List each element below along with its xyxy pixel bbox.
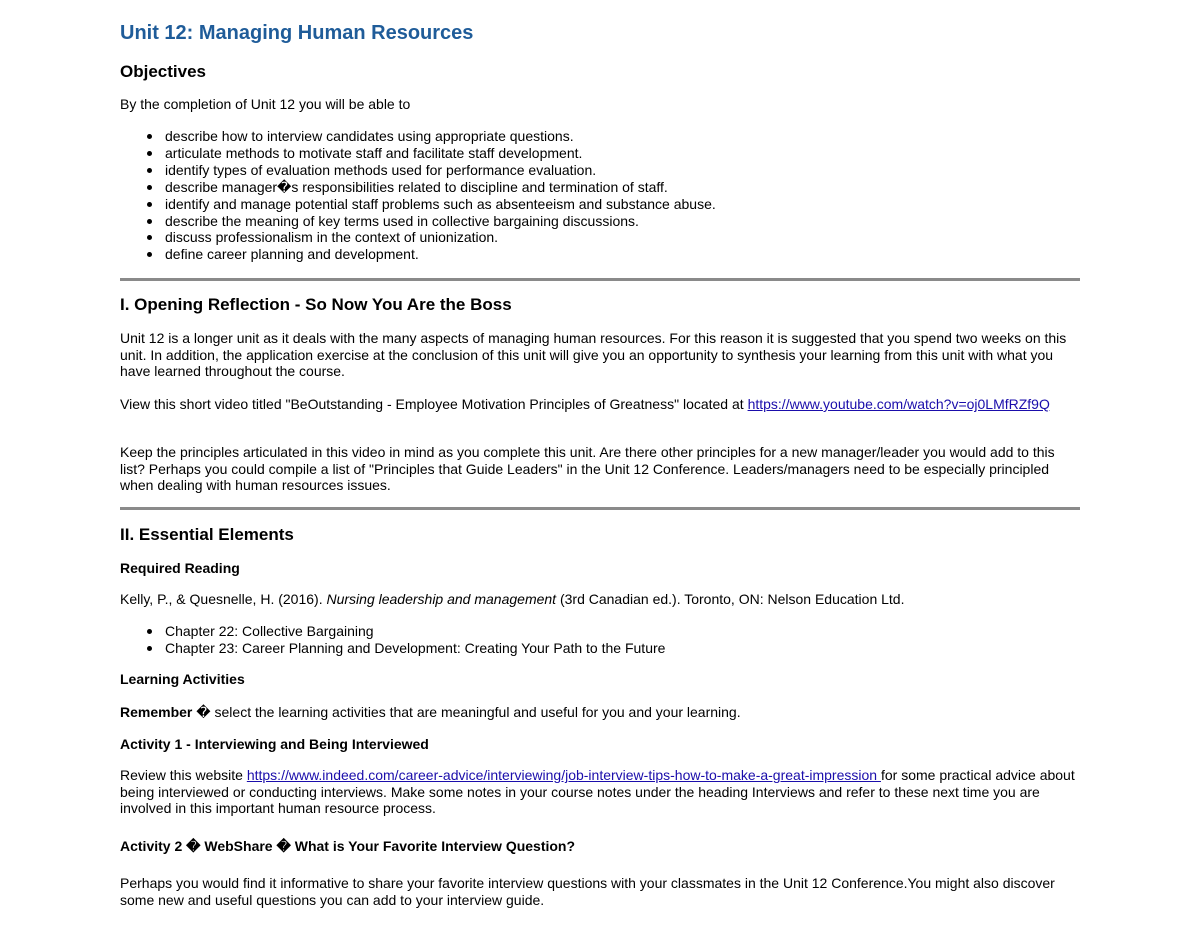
list-item: Chapter 23: Career Planning and Development: Creating Your Path to the Future	[120, 640, 665, 657]
list-item: articulate methods to motivate staff and facilitate staff development.	[120, 145, 716, 162]
principles-paragraph: Keep the principles articulated in this video in mind as you complete this unit. Are there other principles for a new manager/leader you would add to this list? Perhaps you could compile a list of "Principles that Guide Leaders" in the Unit 12 Conference. Leaders/managers need to be especially principled when dealing with human resources issues.	[120, 444, 1055, 494]
video-text: View this short video titled "BeOutstanding - Employee Motivation Principles of Greatness" located at	[120, 396, 748, 412]
objectives-intro: By the completion of Unit 12 you will be able to	[120, 96, 411, 112]
remember-paragraph	[120, 704, 1080, 721]
citation-authors: Kelly, P., & Quesnelle, H. (2016).	[120, 591, 327, 607]
required-reading-heading: Required Reading	[120, 560, 240, 576]
section1-paragraph: Unit 12 is a longer unit as it deals with the many aspects of managing human resources. For this reason it is suggested that you spend two weeks on this unit. In addition, the application exercise at the conclusion of this unit will give you an opportunity to synthesis your learning from this unit with what you have learned throughout the course.	[120, 330, 1067, 380]
list-item: describe how to interview candidates using appropriate questions.	[120, 128, 716, 145]
list-item: identify and manage potential staff problems such as absenteeism and substance abuse.	[120, 196, 716, 213]
video-paragraph	[120, 396, 1080, 413]
activity2-paragraph: Perhaps you would find it informative to share your favorite interview questions with your classmates in the Unit 12 Conference.You might also discover some new and useful questions you can add to your interview guide.	[120, 875, 1055, 908]
section2-heading: II. Essential Elements	[120, 525, 294, 544]
list-item: define career planning and development.	[120, 246, 716, 263]
section1-heading: I. Opening Reflection - So Now You Are the Boss	[120, 295, 512, 314]
remember-label: Remember	[120, 704, 193, 720]
page-title: Unit 12: Managing Human Resources	[120, 22, 474, 44]
citation-title: Nursing leadership and management	[326, 591, 557, 607]
section-divider	[120, 507, 1080, 510]
activity1-heading: Activity 1 - Interviewing and Being Interviewed	[120, 736, 429, 752]
list-item: describe the meaning of key terms used in collective bargaining discussions.	[120, 213, 716, 230]
citation-publisher: (3rd Canadian ed.). Toronto, ON: Nelson Education Ltd.	[556, 591, 905, 607]
learning-activities-heading: Learning Activities	[120, 671, 245, 687]
objectives-heading: Objectives	[120, 62, 206, 81]
list-item: Chapter 22: Collective Bargaining	[120, 623, 665, 640]
activity1-paragraph	[120, 767, 1080, 817]
youtube-link[interactable]: https://www.youtube.com/watch?v=oj0LMfRZf9Q	[747, 396, 1050, 412]
remember-text: � select the learning activities that are meaningful and useful for you and your learning.	[192, 704, 741, 720]
activity2-heading: Activity 2 � WebShare � What is Your Favorite Interview Question?	[120, 838, 576, 854]
list-item: describe manager�s responsibilities related to discipline and termination of staff.	[120, 179, 716, 196]
objectives-list	[120, 128, 716, 263]
list-item: identify types of evaluation methods used for performance evaluation.	[120, 162, 716, 179]
activity1-text-before: Review this website	[120, 767, 247, 783]
section-divider	[120, 278, 1080, 281]
chapters-list	[120, 623, 665, 657]
list-item: discuss professionalism in the context of unionization.	[120, 229, 716, 246]
activity1-text-after: for some practical advice about being interviewed or conducting interviews. Make some notes in your course notes under the heading Interviews and refer to these next time you are involved in this important human resource process.	[120, 767, 1075, 817]
indeed-link[interactable]: https://www.indeed.com/career-advice/interviewing/job-interview-tips-how-to-make-a-great-impression	[246, 767, 881, 783]
citation	[120, 591, 1080, 608]
